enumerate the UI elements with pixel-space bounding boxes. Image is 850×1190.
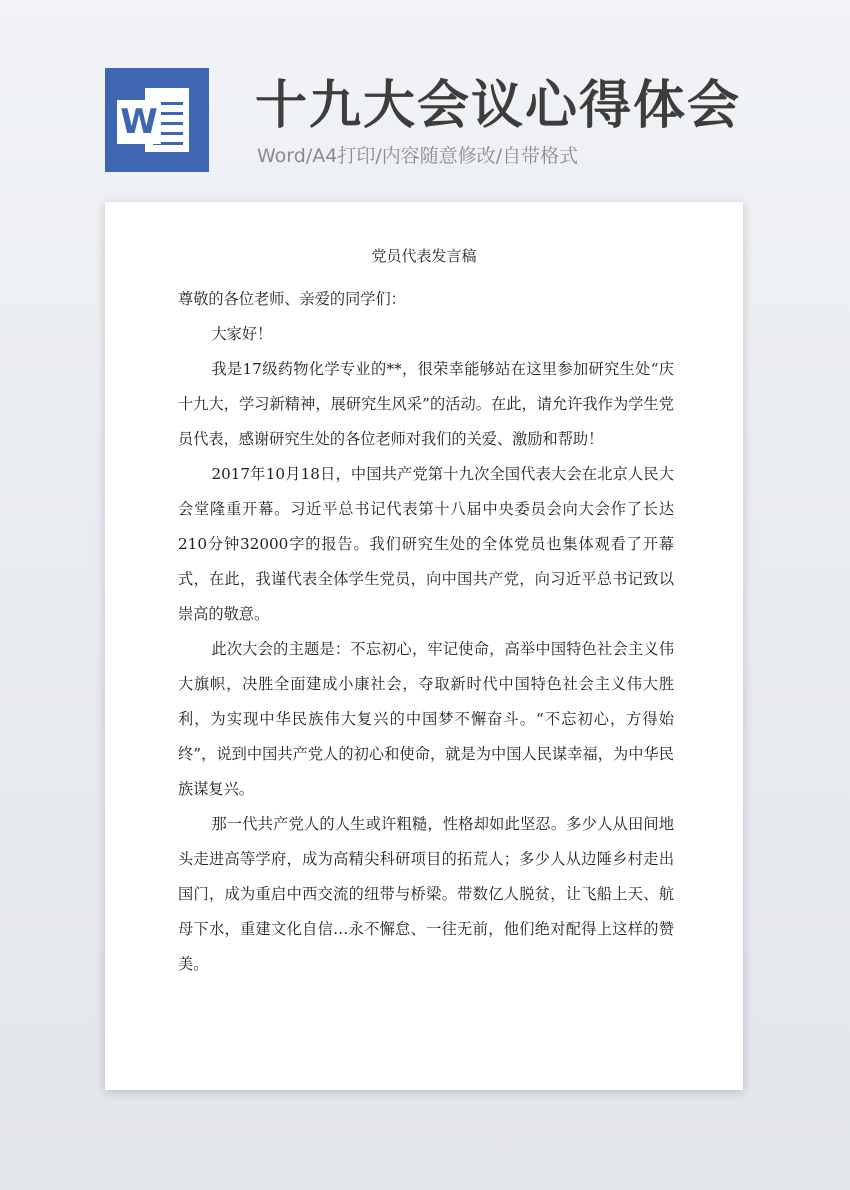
word-document-icon	[105, 68, 209, 172]
page-subtitle: Word/A4打印/内容随意修改/自带格式	[257, 145, 579, 167]
salutation: 尊敬的各位老师、亲爱的同学们：	[178, 290, 406, 308]
word-logo-letter: W	[117, 100, 161, 144]
paragraph: 我是17级药物化学专业的**，很荣幸能够站在这里参加研究生处“庆十九大，学习新精神，展研究生风采”的活动。在此，请允许我作为学生党员代表，感谢研究生处的各位老师对我们的关爱、激励和帮助！	[178, 360, 674, 448]
paragraph: 大家好！	[211, 325, 273, 343]
page-title: 十九大会议心得体会	[255, 76, 742, 136]
document-title: 党员代表发言稿	[371, 247, 477, 265]
paragraph: 2017年10月18日，中国共产党第十九次全国代表大会在北京人民大会堂隆重开幕。习近平总书记代表第十八届中央委员会向大会作了长达210分钟32000字的报告。我们研究生处的全体党员也集体观看了开幕式，在此，我谨代表全体学生党员，向中国共产党，向习近平总书记致以崇高的敬意。	[178, 465, 674, 623]
document-page	[105, 202, 743, 1090]
paragraph: 那一代共产党人的人生或许粗糙，性格却如此坚忍。多少人从田间地头走进高等学府，成为高精尖科研项目的拓荒人；多少人从边陲乡村走出国门，成为重启中西交流的纽带与桥梁。带数亿人脱贫，让飞船上天、航母下水，重建文化自信…永不懈怠、一往无前，他们绝对配得上这样的赞美。	[178, 815, 674, 973]
document-body	[178, 282, 674, 982]
paragraph: 此次大会的主题是：不忘初心，牢记使命，高举中国特色社会主义伟大旗帜，决胜全面建成小康社会，夺取新时代中国特色社会主义伟大胜利，为实现中华民族伟大复兴的中国梦不懈奋斗。“不忘初心，方得始终”，说到中国共产党人的初心和使命，就是为中国人民谋幸福，为中华民族谋复兴。	[178, 640, 674, 798]
